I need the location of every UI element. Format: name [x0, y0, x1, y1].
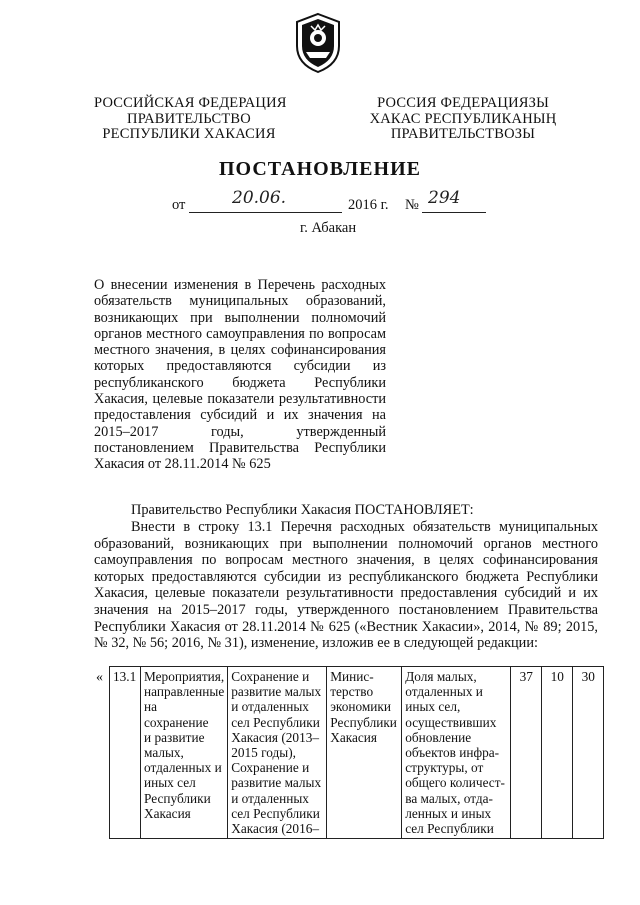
body-line: самоуправления по вопросам местного значения, в целях софинансирования	[94, 552, 598, 569]
cell-line: развитие малых	[231, 684, 322, 700]
city-label: г. Абакан	[300, 220, 357, 236]
cell-line: объектов инфра-	[405, 745, 500, 761]
ministry-cell	[327, 667, 402, 839]
value-2016-cell	[542, 667, 573, 839]
cell-line: Хакасия	[330, 729, 378, 745]
cell-line: экономики	[330, 699, 391, 715]
program-cell	[228, 667, 327, 839]
cell-line: ва малых, отда-	[405, 790, 493, 806]
header-right-line-1: РОССИЯ ФЕДЕРАЦИЯЗЫ	[377, 95, 549, 111]
header-right-block	[368, 96, 558, 143]
header-right-line-2: ХАКАС РЕСПУБЛИКАНЫҢ	[369, 110, 557, 127]
cell-line: и отдаленных	[231, 699, 309, 715]
cell-line: сел Республики	[231, 714, 320, 730]
number-label: №	[405, 197, 419, 213]
body-line: Хакасия, целевые показатели результативности предоставления субсидий и их	[94, 585, 598, 602]
cell-line: на сохранение	[144, 699, 209, 730]
cell-line: иных сел,	[405, 699, 461, 715]
handwritten-number: 294	[428, 188, 461, 208]
cell-line: ленных и иных	[405, 805, 492, 821]
body-line: которых предоставляются субсидии из республиканского бюджета Республики	[94, 568, 598, 585]
value-2015-cell	[511, 667, 542, 839]
indicator-cell	[402, 667, 511, 839]
cell-line: отдаленных и	[144, 760, 222, 776]
document-title: ПОСТАНОВЛЕНИЕ	[219, 158, 421, 180]
cell-line: Сохранение и	[231, 669, 310, 684]
cell-line: развитие малых	[231, 775, 322, 791]
cell-line: осуществивших	[405, 714, 497, 730]
date-prefix: от	[172, 197, 186, 213]
body-line: образований, возникающих при выполнении полномочий органов местного	[94, 535, 598, 552]
header-left-block	[94, 95, 287, 143]
row-number-cell	[110, 667, 141, 839]
body-line: Республики Хакасия от 28.11.2014 № 625 («Вестник Хакасии», 2014, № 89; 2015,	[94, 618, 598, 635]
cell-line: Хакасия	[144, 805, 191, 821]
cell-line: 2015 годы),	[231, 745, 296, 761]
resolution-subject: О внесении изменения в Перечень расходных обязательств муниципальных образований, возникающих при выполнении полномочий органов местного самоуправления по вопросам местного значения, в целях софинансирования которых предоставляются субсидии из республиканского бюджета Республики Хакасия, целевые показатели результативности предоставления субсидий и их значения на 2015–2017 годы, утвержденный постановлением Правительства Республики Хакасия от 28.11.2014 № 625	[94, 277, 386, 473]
cell-line: Республики	[330, 714, 397, 730]
body-line: значения на 2015–2017 годы, утвержденного постановлением Правительства	[94, 601, 598, 618]
handwritten-date: 20.06.	[232, 188, 287, 208]
cell-line: Доля малых,	[405, 669, 477, 684]
value-2017: 30	[581, 669, 595, 684]
cell-line: отдаленных и	[405, 684, 483, 700]
header-left-line-2: ПРАВИТЕЛЬСТВО	[127, 110, 251, 127]
cell-line: Хакасия (2016–	[231, 821, 320, 837]
cell-line: направленные	[144, 684, 225, 700]
cell-line: сел Республики	[405, 821, 494, 837]
value-2016: 10	[550, 669, 564, 684]
cell-line: малых,	[144, 745, 184, 761]
cell-line: Хакасия (2013–	[231, 729, 320, 745]
coat-of-arms-emblem	[293, 12, 343, 74]
body-paragraph-2	[94, 519, 598, 652]
value-2017-cell	[573, 667, 604, 839]
header-left-line-1: РОССИЙСКАЯ ФЕДЕРАЦИЯ	[94, 95, 287, 111]
opening-quote: «	[96, 670, 103, 685]
body-line: № 32, № 56; 2016, № 31), изменение, изложив ее в следующей редакции:	[94, 635, 538, 652]
cell-line: сел Республики	[231, 805, 320, 821]
cell-line: общего количест-	[405, 775, 505, 791]
header-left-line-3: РЕСПУБЛИКИ ХАКАСИЯ	[102, 126, 276, 142]
event-cell	[141, 667, 228, 839]
header-right-line-3: ПРАВИТЕЛЬСТВОЗЫ	[390, 126, 536, 142]
cell-line: иных сел	[144, 775, 196, 791]
cell-line: Сохранение и	[231, 760, 310, 776]
body-line: Внести в строку 13.1 Перечня расходных обязательств муниципальных	[131, 519, 598, 535]
table-row	[110, 667, 604, 839]
row-number: 13.1	[113, 669, 137, 684]
cell-line: Республики	[144, 790, 211, 806]
amendment-table	[109, 666, 604, 839]
cell-line: терство	[330, 684, 374, 700]
body-paragraph-1: Правительство Республики Хакасия ПОСТАНОВЛЯЕТ:	[131, 502, 474, 518]
cell-line: структуры, от	[405, 760, 484, 776]
cell-line: и отдаленных	[231, 790, 309, 806]
cell-line: Мероприятия,	[144, 669, 225, 684]
cell-line: и развитие	[144, 729, 205, 745]
value-2015: 37	[519, 669, 533, 684]
cell-line: обновление	[405, 729, 472, 745]
cell-line: Минис-	[330, 669, 374, 684]
year-label: 2016 г.	[348, 197, 389, 213]
